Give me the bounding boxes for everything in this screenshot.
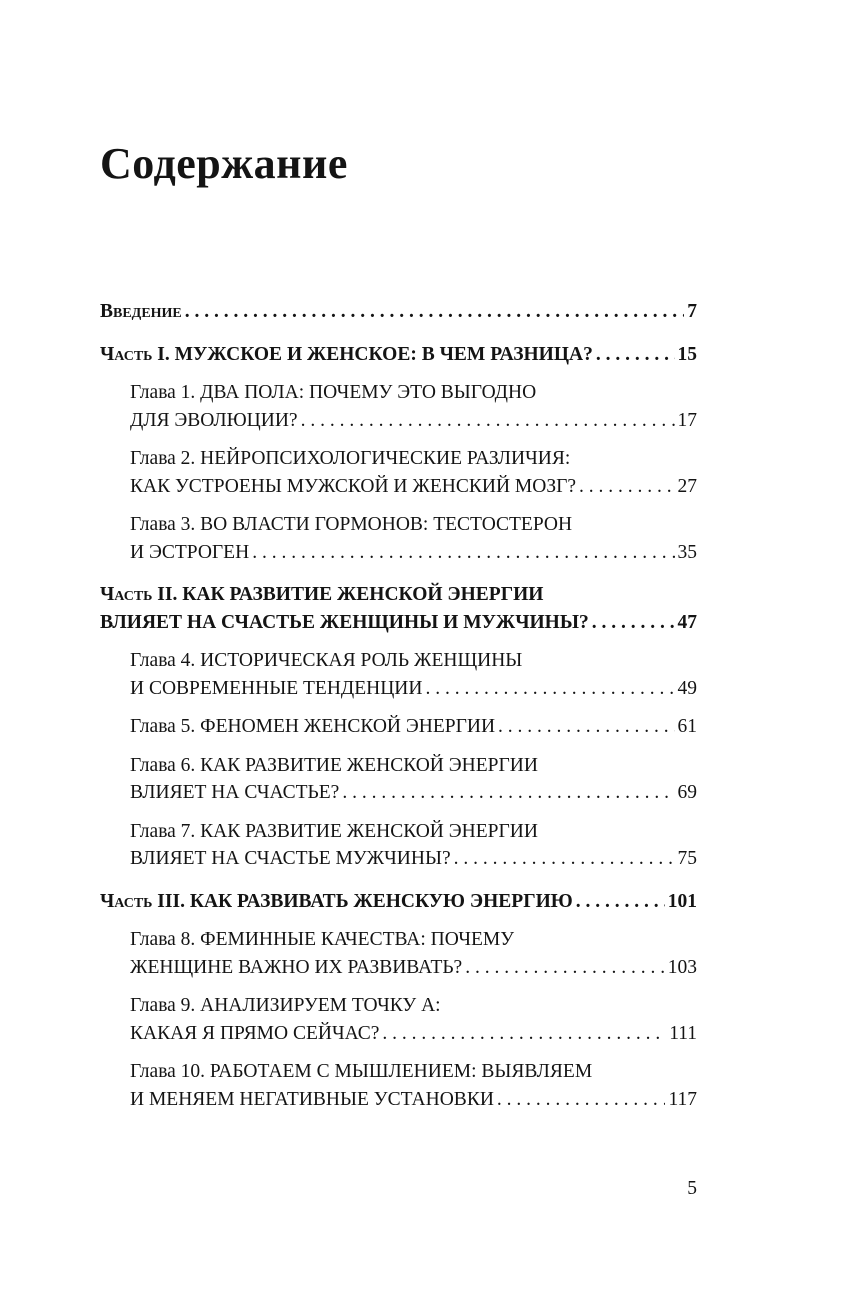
toc-entry-title-line: Глава 9. АНАЛИЗИРУЕМ ТОЧКУ А: <box>130 995 441 1016</box>
dot-leader <box>498 713 674 741</box>
toc-page-number: 7 <box>687 301 697 322</box>
toc-entry <box>100 298 697 326</box>
toc-page-number: 111 <box>669 1022 697 1044</box>
toc-entry-leader-line <box>130 1086 697 1114</box>
toc-entry-leader-line <box>130 954 697 982</box>
toc-entry-title: Часть III. КАК РАЗВИВАТЬ ЖЕНСКУЮ ЭНЕРГИЮ <box>100 890 573 912</box>
dot-leader <box>465 954 665 982</box>
toc-entry <box>100 992 697 1047</box>
toc-entry-title-line: Глава 10. РАБОТАЕМ С МЫШЛЕНИЕМ: ВЫЯВЛЯЕМ <box>130 1061 593 1082</box>
toc-entry-leader-line <box>130 713 697 741</box>
dot-leader <box>579 473 674 501</box>
toc-entry-title: Глава 5. ФЕНОМЕН ЖЕНСКОЙ ЭНЕРГИИ <box>130 716 496 737</box>
page-title: Содержание <box>100 139 348 188</box>
toc-entry-title-line: Глава 2. НЕЙРОПСИХОЛОГИЧЕСКИЕ РАЗЛИЧИЯ: <box>130 448 571 469</box>
dot-leader <box>185 298 684 326</box>
toc-entry-title-line: Глава 6. КАК РАЗВИТИЕ ЖЕНСКОЙ ЭНЕРГИИ <box>130 754 538 776</box>
toc-entry-leader-line <box>100 609 697 637</box>
dot-leader <box>576 888 665 916</box>
toc-entry-title: И МЕНЯЕМ НЕГАТИВНЫЕ УСТАНОВКИ <box>130 1088 494 1110</box>
table-of-contents <box>100 298 697 1113</box>
dot-leader <box>454 845 675 873</box>
toc-entry-title-line: Часть II. КАК РАЗВИТИЕ ЖЕНСКОЙ ЭНЕРГИИ <box>100 584 544 605</box>
toc-entry-title: ВЛИЯЕТ НА СЧАСТЬЕ ЖЕНЩИНЫ И МУЖЧИНЫ? <box>100 611 589 633</box>
dot-leader <box>382 1020 666 1048</box>
toc-page-number: 101 <box>667 890 697 912</box>
toc-entry-leader-line <box>130 779 697 807</box>
toc-page-number: 61 <box>677 716 697 737</box>
toc-page-number: 47 <box>677 611 697 633</box>
toc-page-number: 15 <box>677 343 697 365</box>
page-number: 5 <box>687 1178 697 1199</box>
toc-entry-title: ВЛИЯЕТ НА СЧАСТЬЕ МУЖЧИНЫ? <box>130 848 451 869</box>
toc-entry <box>100 511 697 566</box>
toc-page-number: 103 <box>667 956 697 978</box>
toc-entry <box>100 341 697 369</box>
toc-entry-title-line: Глава 7. КАК РАЗВИТИЕ ЖЕНСКОЙ ЭНЕРГИИ <box>130 820 538 842</box>
toc-entry-leader-line <box>130 539 697 567</box>
dot-leader <box>596 341 675 369</box>
dot-leader <box>252 539 674 567</box>
toc-entry <box>100 926 697 981</box>
dot-leader <box>342 779 674 807</box>
toc-entry <box>100 379 697 434</box>
toc-entry-title-line: Глава 4. ИСТОРИЧЕСКАЯ РОЛЬ ЖЕНЩИНЫ <box>130 650 523 671</box>
toc-entry <box>100 752 697 807</box>
toc-page-number: 117 <box>668 1088 697 1110</box>
toc-entry-title: КАК УСТРОЕНЫ МУЖСКОЙ И ЖЕНСКИЙ МОЗГ? <box>130 475 577 497</box>
toc-page-number: 17 <box>677 409 697 431</box>
dot-leader <box>497 1086 666 1114</box>
toc-entry-leader-line <box>130 675 697 703</box>
toc-entry-title: Часть I. МУЖСКОЕ И ЖЕНСКОЕ: В ЧЕМ РАЗНИЦА? <box>100 343 593 365</box>
toc-entry-leader-line <box>100 888 697 916</box>
toc-entry-leader-line <box>130 473 697 501</box>
toc-page-number: 27 <box>677 475 697 497</box>
toc-entry <box>100 888 697 916</box>
toc-entry-title-line: Глава 3. ВО ВЛАСТИ ГОРМОНОВ: ТЕСТОСТЕРОН <box>130 514 573 535</box>
toc-entry-leader-line <box>130 845 697 873</box>
toc-entry-title-line: Глава 8. ФЕМИННЫЕ КАЧЕСТВА: ПОЧЕМУ <box>130 929 515 950</box>
toc-entry-leader-line <box>130 407 697 435</box>
toc-page-number: 49 <box>677 677 697 699</box>
toc-entry-title: ЖЕНЩИНЕ ВАЖНО ИХ РАЗВИВАТЬ? <box>130 956 463 978</box>
toc-entry-leader-line <box>100 341 697 369</box>
toc-entry-title: И ЭСТРОГЕН <box>130 541 250 563</box>
toc-page-number: 35 <box>677 541 697 563</box>
toc-entry <box>100 713 697 741</box>
toc-entry-title: КАКАЯ Я ПРЯМО СЕЙЧАС? <box>130 1022 380 1044</box>
toc-entry <box>100 818 697 873</box>
toc-entry <box>100 1058 697 1113</box>
toc-entry-title: И СОВРЕМЕННЫЕ ТЕНДЕНЦИИ <box>130 677 423 699</box>
toc-page-number: 75 <box>677 848 697 869</box>
toc-entry <box>100 581 697 636</box>
toc-entry-leader-line <box>130 1020 697 1048</box>
toc-entry-title: ДЛЯ ЭВОЛЮЦИИ? <box>130 409 298 431</box>
toc-entry-leader-line <box>100 298 697 326</box>
toc-entry-title: ВЛИЯЕТ НА СЧАСТЬЕ? <box>130 782 340 803</box>
toc-entry-title: Введение <box>100 301 182 322</box>
toc-entry-title-line: Глава 1. ДВА ПОЛА: ПОЧЕМУ ЭТО ВЫГОДНО <box>130 382 537 403</box>
toc-page-number: 69 <box>677 782 697 803</box>
dot-leader <box>301 407 675 435</box>
dot-leader <box>425 675 674 703</box>
toc-entry <box>100 445 697 500</box>
dot-leader <box>592 609 675 637</box>
toc-entry <box>100 647 697 702</box>
